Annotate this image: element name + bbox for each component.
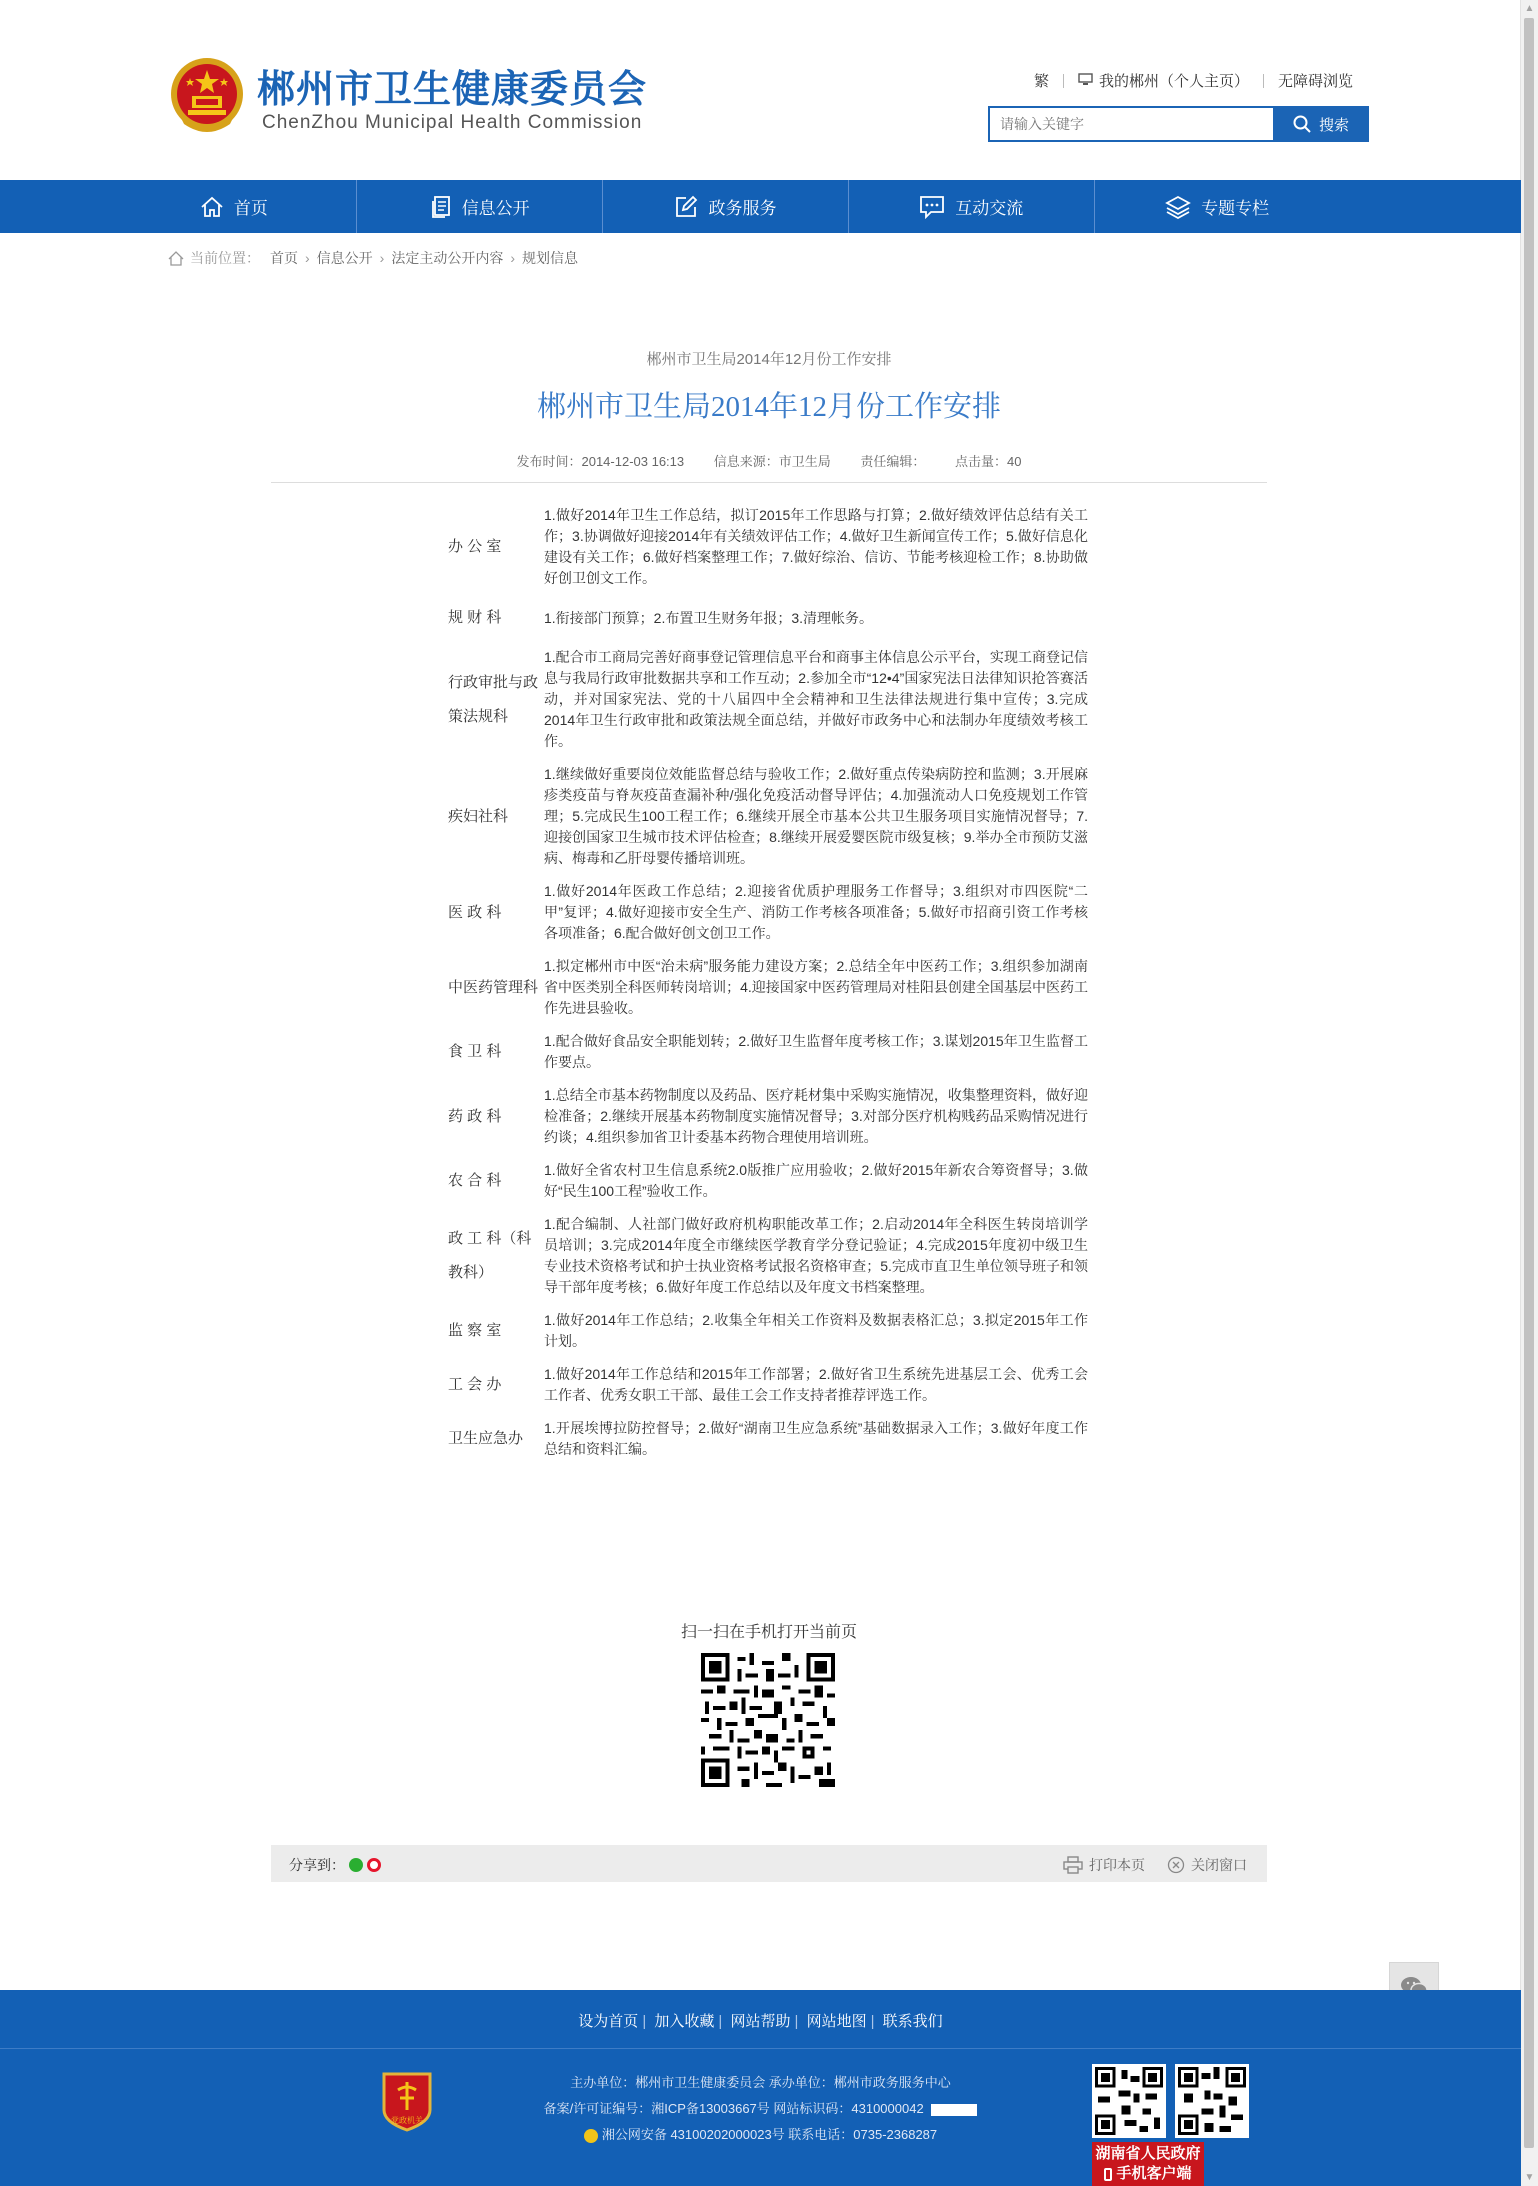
vertical-scrollbar[interactable] (1520, 0, 1538, 2186)
nav-item-home[interactable] (112, 180, 358, 233)
divider (1263, 74, 1264, 88)
dept-tasks: 1.拟定郴州市中医“治未病”服务能力建设方案；2.总结全年中医药工作；3.组织参加湖南省中医类别全科医师转岗培训；4.迎接国家中医药管理局对桂阳县创建全国基层中医药工作先进县验收。 (544, 958, 1088, 1016)
dept-tasks: 1.总结全市基本药物制度以及药品、医疗耗材集中采购实施情况，收集整理资料，做好迎检准备；2.继续开展基本药物制度实施情况督导；3.对部分医疗机构贱药品采购情况进行约谈；4.组织参加省卫计委基本药物合理使用培训班。 (544, 1087, 1088, 1145)
table-row (448, 1160, 1088, 1202)
footer-icp: 备案/许可证编号：湘ICP备13003667号 网站标识码：4310000042 (0, 2096, 1521, 2122)
breadcrumb-item[interactable]: 规划信息 (522, 250, 579, 266)
hunan-app-title: 湖南省人民政府 (1095, 2145, 1201, 2162)
dept-name: 医 政 科 (448, 903, 502, 921)
table-row (448, 1310, 1088, 1352)
accessible-browse-link[interactable]: 无障碍浏览 (1277, 73, 1353, 90)
dept-tasks: 1.继续做好重要岗位效能监督总结与验收工作；2.做好重点传染病防控和监测；3.开展麻疹类疫苗与脊灰疫苗查漏补种/强化免疫活动督导评估；4.加强流动人口免疫规划工作管理；5.完成民生100工程工作；6.继续开展全市基本公共卫生服务项目实施情况督导；7.迎接创国家卫生城市技术评估检查；8.继续开展爱婴医院市级复核；9.举办全市预防艾滋病、梅毒和乙肝母婴传播培训班。 (544, 766, 1088, 866)
footer-qr-code-icon (1092, 2064, 1166, 2138)
site-header (0, 0, 1521, 180)
table-row (448, 1085, 1088, 1148)
table-row (448, 647, 1088, 752)
dept-tasks: 1.做好全省农村卫生信息系统2.0版推广应用验收；2.做好2015年新农合筹资督导；3.做好“民生100工程”验收工作。 (544, 1162, 1088, 1199)
nav-item-label: 政务服务 (708, 199, 777, 218)
traditional-chinese-link[interactable]: 繁 (1033, 73, 1049, 90)
footer-link-contact[interactable]: 联系我们 (882, 2013, 943, 2030)
main-nav (0, 180, 1521, 233)
dept-name: 中医药管理科 (448, 978, 539, 996)
layers-icon (1165, 195, 1191, 219)
table-row (448, 1031, 1088, 1073)
dept-tasks: 1.配合编制、人社部门做好政府机构职能改革工作；2.启动2014年全科医生转岗培训学员培训；3.完成2014年度全市继续医学教育学分登记验证；4.完成2015年度初中级卫生专业技术资格考试和护士执业资格考试报名资格审查；5.完成市直卫生单位领导班子和领导干部年度考核；6.做好年度工作总结以及年度文书档案整理。 (544, 1216, 1088, 1295)
footer-link-help[interactable]: 网站帮助 (730, 2013, 791, 2030)
dept-name: 食 卫 科 (448, 1043, 502, 1060)
home-icon (168, 251, 184, 266)
breadcrumb-item[interactable]: 信息公开 (316, 250, 373, 266)
print-label: 打印本页 (1089, 1857, 1145, 1873)
divider (271, 482, 1267, 483)
article-title: 郴州市卫生局2014年12月份工作安排 (536, 391, 1001, 423)
dept-tasks: 1.开展埃博拉防控督导；2.做好“湖南卫生应急系统”基础数据录入工作；3.做好年度工作总结和资料汇编。 (544, 1420, 1088, 1457)
info-source: 信息来源：市卫生局 (713, 454, 831, 469)
dept-name: 药 政 科 (448, 1107, 502, 1125)
dept-tasks: 1.做好2014年卫生工作总结，拟订2015年工作思路与打算；2.做好绩效评估总结有关工作；3.协调做好迎接2014年有关绩效评估工作；4.做好卫生新闻宣传工作；5.做好信息化建设有关工作；6.做好档案整理工作；7.做好综治、信访、节能考核迎检工作；8.协助做好创卫创文工作。 (544, 507, 1088, 586)
chat-icon (919, 195, 945, 219)
search-button-label: 搜索 (1318, 116, 1349, 134)
publish-time: 发布时间：2014-12-03 16:13 (516, 454, 685, 469)
print-button[interactable] (1063, 1855, 1145, 1875)
divider: | (870, 2013, 875, 2030)
footer-sponsor: 主办单位：郴州市卫生健康委员会 承办单位：郴州市政务服务中心 (570, 2075, 951, 2090)
divider: | (642, 2013, 647, 2030)
hunan-app-subtitle: 手机客户端 (1092, 2164, 1204, 2184)
chevron-right-icon: › (305, 250, 310, 266)
article-subtitle: 郴州市卫生局2014年12月份工作安排 (646, 351, 892, 368)
close-icon (1167, 1856, 1185, 1874)
close-label: 关闭窗口 (1191, 1857, 1247, 1873)
nav-item-topics[interactable] (1095, 180, 1340, 233)
footer-police: 湘公网安备 43100202000023号 联系电话：0735-2368287 (0, 2122, 1521, 2148)
footer-link-set-home[interactable]: 设为首页 (578, 2013, 639, 2030)
document-icon (430, 195, 452, 219)
dept-name: 工 会 办 (448, 1376, 502, 1393)
dept-name: 监 察 室 (448, 1322, 502, 1339)
share-group (289, 1855, 381, 1875)
footer-links (0, 2010, 1521, 2031)
divider (1063, 74, 1064, 88)
nav-item-label: 首页 (233, 199, 268, 218)
top-links (1034, 70, 1353, 91)
close-window-button[interactable] (1167, 1855, 1247, 1875)
table-row (448, 1418, 1088, 1460)
nav-item-interaction[interactable] (849, 180, 1095, 233)
dept-tasks: 1.做好2014年工作总结；2.收集全年相关工作资料及数据表格汇总；3.拟定2015年工作计划。 (544, 1312, 1088, 1349)
hunan-gov-app-link[interactable] (1092, 2142, 1204, 2186)
wechat-icon[interactable] (349, 1858, 363, 1872)
dept-tasks: 1.做好2014年医政工作总结；2.迎接省优质护理服务工作督导；3.组织对市四医院“二甲”复评；4.做好迎接市安全生产、消防工作考核各项准备；5.做好市招商引资工作考核各项准备；6.配合做好创文创卫工作。 (544, 883, 1088, 941)
edit-icon (674, 195, 698, 219)
scrollbar-thumb[interactable] (1524, 18, 1534, 2148)
table-row (448, 956, 1088, 1019)
site-name-en: ChenZhou Municipal Health Commission (262, 112, 643, 133)
dept-name: 行政审批与政策法规科 (448, 673, 539, 725)
editor: 责任编辑： (860, 454, 926, 469)
printer-icon (1063, 1856, 1083, 1874)
search-input[interactable] (988, 106, 1285, 142)
nav-item-label: 互动交流 (955, 199, 1024, 218)
dept-tasks: 1.配合市工商局完善好商事登记管理信息平台和商事主体信息公示平台，实现工商登记信息与我局行政审批数据共享和工作互动；2.参加全市“12•4”国家宪法日法律知识抢答赛活动，并对国家宪法、党的十八届四中全会精神和卫生法律法规进行集中宣传；3.完成2014年卫生行政审批和政策法规全面总结，并做好市政务中心和法制办年度绩效考核工作。 (544, 649, 1088, 749)
page-actions (1041, 1855, 1247, 1875)
article-meta (0, 451, 1538, 470)
click-count: 点击量：40 (955, 454, 1022, 469)
police-badge-icon (584, 2129, 598, 2143)
qr-label: 扫一扫在手机打开当前页 (680, 1624, 857, 1641)
computer-icon (1078, 73, 1093, 89)
footer-link-sitemap[interactable]: 网站地图 (806, 2013, 867, 2030)
breadcrumb (168, 248, 578, 268)
scroll-up-arrow-icon[interactable]: ▲ (1524, 3, 1535, 14)
nav-item-info[interactable] (357, 180, 603, 233)
chevron-right-icon: › (510, 250, 516, 266)
table-row (448, 764, 1088, 869)
chevron-right-icon: › (379, 250, 385, 266)
nav-item-services[interactable] (603, 180, 849, 233)
divider: | (718, 2013, 723, 2030)
dept-name: 卫生应急办 (448, 1430, 524, 1447)
work-plan-table (448, 505, 1088, 1472)
share-label: 分享到： (289, 1857, 345, 1873)
phone-icon (1104, 2168, 1112, 2181)
badge-text: 党政机关 (391, 2116, 423, 2125)
dept-name: 办 公 室 (448, 538, 502, 555)
dept-tasks: 1.做好2014年工作总结和2015年工作部署；2.做好省卫生系统先进基层工会、优秀工会工作者、优秀女职工干部、最佳工会工作支持者推荐评选工作。 (544, 1366, 1088, 1403)
breadcrumb-item[interactable]: 首页 (270, 250, 298, 266)
cn22-icon (931, 2104, 977, 2116)
qr-code-icon (701, 1653, 835, 1787)
nav-item-label: 专题专栏 (1201, 199, 1270, 218)
share-bar (271, 1845, 1267, 1882)
dept-name: 规 财 科 (448, 609, 502, 626)
table-row (448, 1214, 1088, 1298)
breadcrumb-label: 当前位置： (190, 250, 260, 266)
scroll-down-arrow-icon[interactable]: ▼ (1524, 2172, 1535, 2183)
dept-tasks: 1.衔接部门预算；2.布置卫生财务年报；3.清理帐务。 (544, 609, 874, 626)
my-chenzhou-link[interactable]: 我的郴州（个人主页） (1098, 73, 1249, 90)
search-icon (1293, 115, 1311, 133)
footer-info (0, 2070, 1521, 2148)
national-emblem-icon (168, 54, 246, 136)
search-button[interactable] (1273, 106, 1369, 142)
table-row (448, 505, 1088, 589)
nav-item-label: 信息公开 (461, 199, 530, 218)
weibo-icon[interactable] (367, 1858, 381, 1872)
dept-name: 政 工 科（科教科） (448, 1230, 532, 1281)
dept-tasks: 1.配合做好食品安全职能划转；2.做好卫生监督年度考核工作；3.谋划2015年卫生监督工作要点。 (544, 1033, 1088, 1070)
table-row (448, 601, 1088, 635)
divider (0, 2048, 1521, 2049)
site-footer (0, 1990, 1521, 2186)
footer-link-favorite[interactable]: 加入收藏 (654, 2013, 715, 2030)
dept-name: 疾妇社科 (448, 807, 509, 825)
divider: | (794, 2013, 799, 2030)
table-row (448, 1364, 1088, 1406)
breadcrumb-item[interactable]: 法定主动公开内容 (391, 250, 504, 266)
footer-qr-code-icon (1175, 2064, 1249, 2138)
home-icon (200, 196, 224, 218)
dept-name: 农 合 科 (448, 1172, 502, 1189)
search-box (988, 106, 1369, 142)
table-row (448, 881, 1088, 944)
site-name-cn: 郴州市卫生健康委员会 (257, 69, 648, 111)
